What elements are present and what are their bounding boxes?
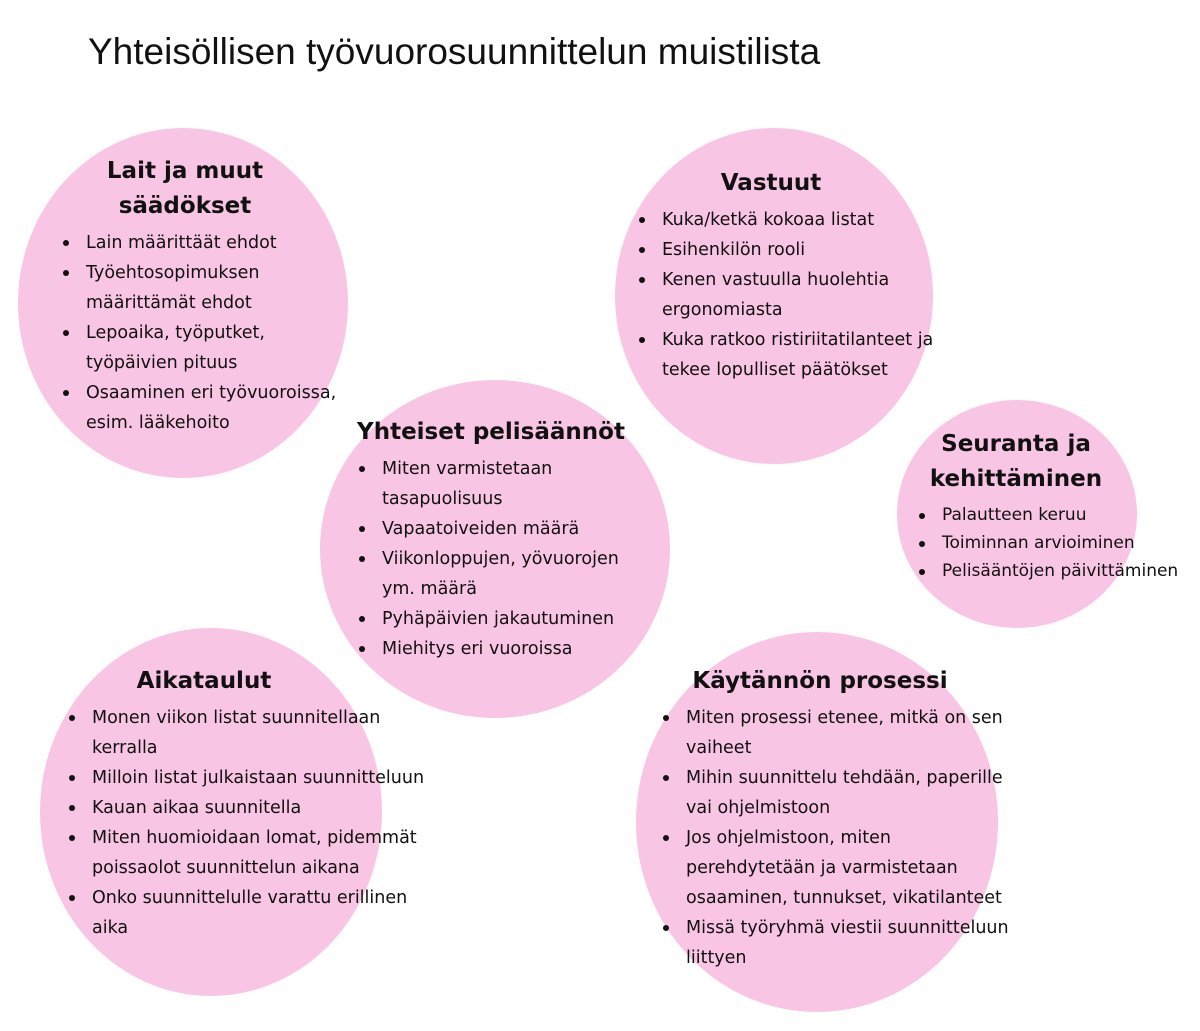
list-item: Mihin suunnittelu tehdään, paperille vai ohjelmistoon bbox=[660, 763, 1020, 823]
topic-title: Yhteiset pelisäännöt bbox=[357, 419, 625, 445]
topic-yhteiset-pelisaannot bbox=[356, 415, 656, 664]
page-title: Yhteisöllisen työvuorosuunnittelun muistilista bbox=[88, 31, 821, 72]
topic-title: Seuranta ja kehittäminen bbox=[929, 431, 1103, 492]
topic-bullet-list bbox=[356, 454, 656, 664]
topic-vastuut bbox=[636, 166, 976, 385]
topic-bullet-list bbox=[636, 205, 976, 385]
list-item: Palautteen keruu bbox=[916, 501, 1200, 529]
list-item: Esihenkilön rooli bbox=[636, 235, 976, 265]
topic-title: Käytännön prosessi bbox=[692, 668, 948, 694]
topic-title: Vastuut bbox=[720, 170, 822, 196]
list-item: Työehtosopimuksen määrittämät ehdot bbox=[60, 258, 360, 318]
topic-kaytannon-prosessi bbox=[660, 664, 1020, 973]
list-item: Missä työryhmä viestii suunnitteluun liittyen bbox=[660, 913, 1020, 973]
topic-aikataulut bbox=[66, 664, 436, 943]
topic-seuranta-ja-kehittaminen bbox=[916, 427, 1200, 585]
list-item: Pelisääntöjen päivittäminen bbox=[916, 557, 1200, 585]
topic-lait-ja-saadokset bbox=[60, 154, 360, 438]
list-item: Miehitys eri vuoroissa bbox=[356, 634, 656, 664]
list-item: Milloin listat julkaistaan suunnitteluun bbox=[66, 763, 436, 793]
list-item: Viikonloppujen, yövuorojen ym. määrä bbox=[356, 544, 656, 604]
list-item: Monen viikon listat suunnitellaan kerralla bbox=[66, 703, 436, 763]
list-item: Kauan aikaa suunnitella bbox=[66, 793, 436, 823]
list-item: Lepoaika, työputket, työpäivien pituus bbox=[60, 318, 360, 378]
list-item: Vapaatoiveiden määrä bbox=[356, 514, 656, 544]
list-item: Pyhäpäivien jakautuminen bbox=[356, 604, 656, 634]
list-item: Kenen vastuulla huolehtia ergonomiasta bbox=[636, 265, 976, 325]
list-item: Jos ohjelmistoon, miten perehdytetään ja varmistetaan osaaminen, tunnukset, vikatilanteet bbox=[660, 823, 1020, 913]
list-item: Lain määrittäät ehdot bbox=[60, 228, 360, 258]
topic-bullet-list bbox=[60, 228, 360, 438]
topic-bullet-list bbox=[916, 501, 1200, 585]
list-item: Kuka/ketkä kokoaa listat bbox=[636, 205, 976, 235]
list-item: Miten varmistetaan tasapuolisuus bbox=[356, 454, 656, 514]
topic-title: Lait ja muut säädökset bbox=[106, 158, 264, 219]
list-item: Miten prosessi etenee, mitkä on sen vaiheet bbox=[660, 703, 1020, 763]
list-item: Kuka ratkoo ristiriitatilanteet ja tekee lopulliset päätökset bbox=[636, 325, 976, 385]
list-item: Osaaminen eri työvuoroissa, esim. lääkehoito bbox=[60, 378, 360, 438]
topic-bullet-list bbox=[66, 703, 436, 943]
topic-title: Aikataulut bbox=[136, 668, 272, 694]
list-item: Toiminnan arvioiminen bbox=[916, 529, 1200, 557]
topic-bullet-list bbox=[660, 703, 1020, 973]
list-item: Onko suunnittelulle varattu erillinen aika bbox=[66, 883, 436, 943]
list-item: Miten huomioidaan lomat, pidemmät poissaolot suunnittelun aikana bbox=[66, 823, 436, 883]
